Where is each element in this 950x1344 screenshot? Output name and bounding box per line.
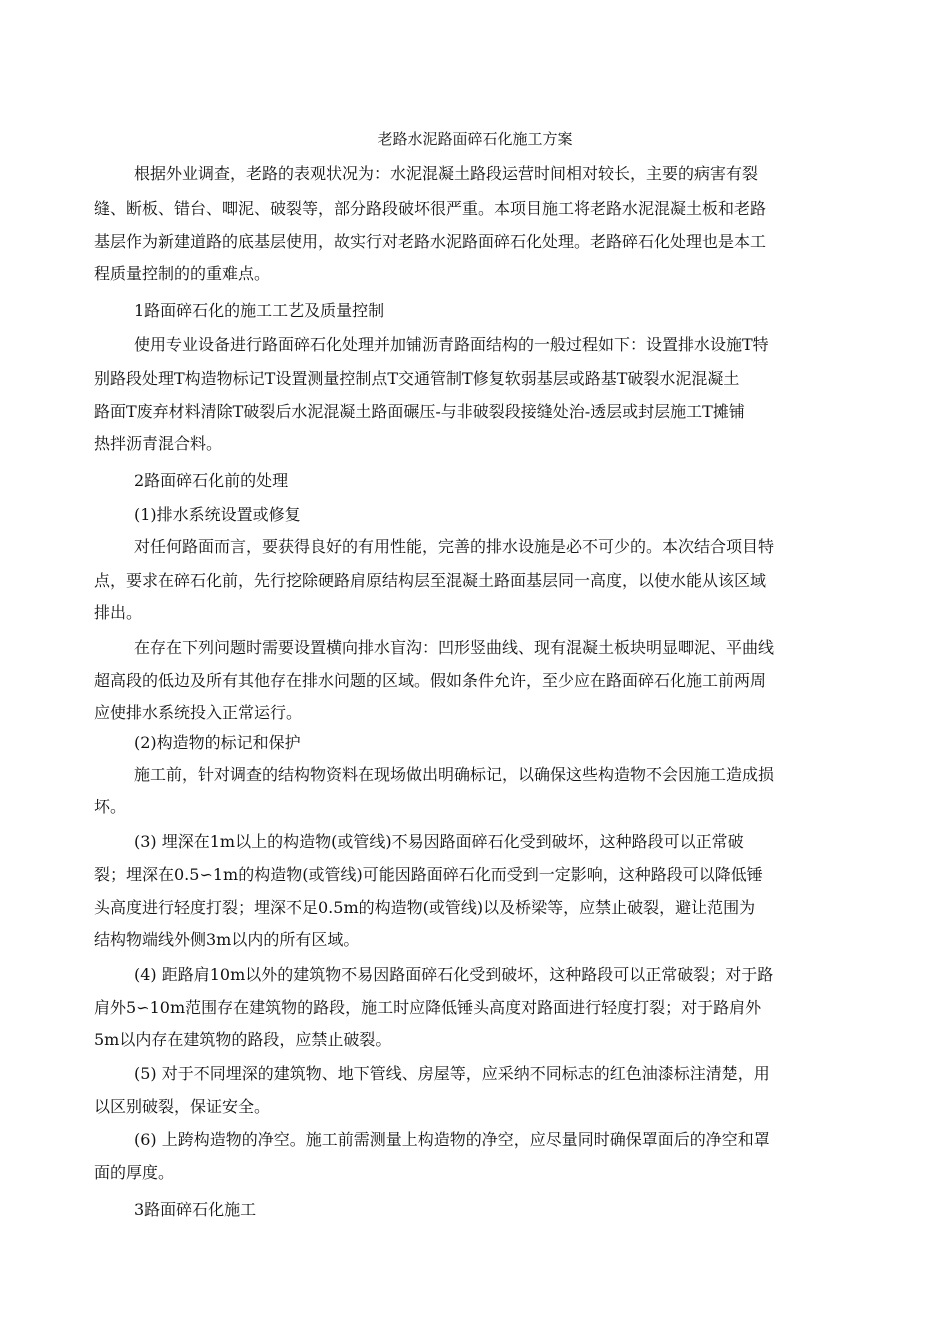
paragraph-line: 肩外5∽10m范围存在建筑物的路段，施工时应降低锤头高度对路面进行轻度打裂；对于路肩外 bbox=[94, 998, 762, 1017]
paragraph-line: 超高段的低边及所有其他存在排水问题的区域。假如条件允许，至少应在路面碎石化施工前两周 bbox=[94, 671, 767, 690]
section-heading: 3路面碎石化施工 bbox=[134, 1200, 257, 1219]
paragraph-line: (4) 距路肩10m以外的建筑物不易因路面碎石化受到破坏，这种路段可以正常破裂；对于路 bbox=[134, 965, 774, 984]
paragraph-line: 结构物端线外侧3m以内的所有区域。 bbox=[94, 930, 360, 949]
paragraph-line: 排出。 bbox=[94, 603, 143, 622]
paragraph-line: 在存在下列问题时需要设置横向排水盲沟：凹形竖曲线、现有混凝土板块明显唧泥、平曲线 bbox=[134, 638, 775, 657]
paragraph-line: (3) 埋深在1m以上的构造物(或管线)不易因路面碎石化受到破坏，这种路段可以正常破 bbox=[134, 832, 744, 851]
section-heading: 2路面碎石化前的处理 bbox=[134, 471, 289, 490]
paragraph-line: 坏。 bbox=[94, 797, 127, 816]
paragraph-line: (6) 上跨构造物的净空。施工前需测量上构造物的净空，应尽量同时确保罩面后的净空和罩 bbox=[134, 1130, 770, 1149]
paragraph-line: 头高度进行轻度打裂；埋深不足0.5m的构造物(或管线)以及桥梁等，应禁止破裂，避让范围为 bbox=[94, 898, 756, 917]
paragraph-line: 基层作为新建道路的底基层使用，故实行对老路水泥路面碎石化处理。老路碎石化处理也是本工 bbox=[94, 232, 767, 251]
section-heading: 1路面碎石化的施工工艺及质量控制 bbox=[134, 301, 385, 320]
subsection-heading: (2)构造物的标记和保护 bbox=[134, 733, 301, 752]
paragraph-line: 对任何路面而言，要获得良好的有用性能，完善的排水设施是必不可少的。本次结合项目特 bbox=[134, 537, 775, 556]
paragraph-line: 路面T废弃材料清除T破裂后水泥混凝土路面碾压-与非破裂段接缝处治-透层或封层施工T摊铺 bbox=[94, 402, 745, 421]
paragraph-line: 缝、断板、错台、唧泥、破裂等，部分路段破坏很严重。本项目施工将老路水泥混凝土板和老路 bbox=[94, 199, 767, 218]
paragraph-line: 以区别破裂，保证安全。 bbox=[94, 1097, 271, 1116]
paragraph-line: 应使排水系统投入正常运行。 bbox=[94, 703, 303, 722]
paragraph-line: 面的厚度。 bbox=[94, 1163, 175, 1182]
paragraph-line: 裂；埋深在0.5∽1m的构造物(或管线)可能因路面碎石化而受到一定影响，这种路段可以降低锤 bbox=[94, 865, 763, 884]
paragraph-line: 程质量控制的的重难点。 bbox=[94, 264, 271, 283]
paragraph-line: 施工前，针对调查的结构物资料在现场做出明确标记，以确保这些构造物不会因施工造成损 bbox=[134, 765, 775, 784]
paragraph-line: 使用专业设备进行路面碎石化处理并加铺沥青路面结构的一般过程如下：设置排水设施T特 bbox=[134, 335, 769, 354]
paragraph-line: 点，要求在碎石化前，先行挖除硬路肩原结构层至混凝土路面基层同一高度，以使水能从该区域 bbox=[94, 571, 767, 590]
paragraph-line: 热拌沥青混合料。 bbox=[94, 434, 223, 453]
paragraph-line: 根据外业调查，老路的表观状况为：水泥混凝土路段运营时间相对较长，主要的病害有裂 bbox=[134, 164, 759, 183]
subsection-heading: (1)排水系统设置或修复 bbox=[134, 505, 301, 524]
document-title: 老路水泥路面碎石化施工方案 bbox=[377, 130, 573, 148]
paragraph-line: (5) 对于不同埋深的建筑物、地下管线、房屋等，应采纳不同标志的红色油漆标注清楚，用 bbox=[134, 1064, 770, 1083]
paragraph-line: 5m以内存在建筑物的路段，应禁止破裂。 bbox=[94, 1030, 392, 1049]
paragraph-line: 别路段处理T构造物标记T设置测量控制点T交通管制T修复软弱基层或路基T破裂水泥混凝土 bbox=[94, 369, 740, 388]
